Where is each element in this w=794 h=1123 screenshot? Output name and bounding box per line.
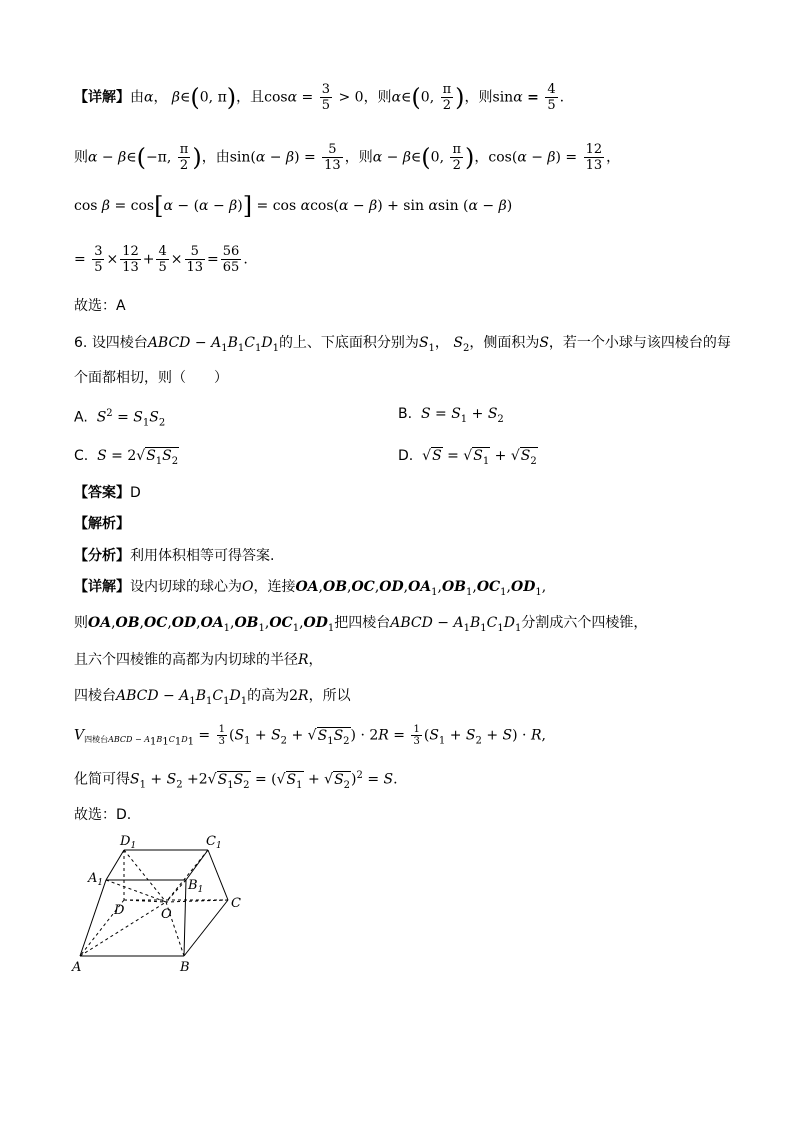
- detail6-line-2: 则$OA,OB,OC,OD,OA_1,OB_1,OC_1,OD_1$把四棱台ABCD − $A_1B_1C_1D_1$分割成六个四棱锥，: [74, 615, 648, 634]
- option-b[interactable]: B. $S = S_1 + S_2$: [398, 406, 504, 425]
- detail-tag: 【详解】: [74, 89, 130, 106]
- detail6-line-4: 四棱台ABCD − $A_1B_1C_1D_1$的高为2R，所以: [74, 688, 351, 707]
- detail-line-1: 【详解】由α， β∈(0, π)，且cosα = $\frac{3}{5}$ > 0，则α∈(0, $\frac{\pi}{2}$ )，则sinα = $\frac{4}{5}$ .: [74, 82, 565, 113]
- detail-line-2: 则α − β∈(−π, $\frac{\pi}{2}$ )，由sin(α − β) = $\frac{5}{13}$ ，则α − β∈(0, $\frac{\pi}{2}$ )，cos(α − β) = $\frac{12}{13}$ ，: [74, 142, 621, 173]
- choose-d: 故选：D.: [74, 807, 132, 823]
- label-d: D: [114, 903, 125, 918]
- option-c[interactable]: C. $S = 2√S_1S_2$: [74, 448, 179, 467]
- answer-line: [74, 483, 141, 503]
- label-b: B: [180, 960, 190, 975]
- question-6-line-1: 6. 设四棱台ABCD − $A_1B_1C_1D_1$的上、下底面积分别为$S_1$， $S_2$，侧面积为S，若一个小球与该四棱台的每: [74, 335, 731, 354]
- label-d1: $D_1$: [120, 834, 137, 851]
- label-o: O: [161, 907, 172, 922]
- answer-tag: 【答案】: [74, 485, 130, 501]
- detail-line-3: cos β = cos[α − (α − β)] = cos αcos(α − β) + sin αsin (α − β): [74, 192, 513, 220]
- label-a1: $A_1$: [88, 871, 104, 888]
- option-a[interactable]: A. $S^2 = S_1S_2$: [74, 408, 166, 429]
- detail6-line-5: V四棱台ABCD − $A_1B_1C_1D_1$ = $\frac{1}{3}$ $(S_1 + S_2 + √S_1S_2) \cdot 2R$ = $\frac{1}{3}$ $(S_1 + S_2 + S) \cdot R$,: [74, 724, 546, 748]
- detail6-line-6: 化简可得$S_1 + S_2 +2√S_1S_2 = (√S_1 + √S_2)^2 = S$.: [74, 770, 398, 791]
- option-d[interactable]: D. $√S = √S_1 + √S_2$: [398, 448, 537, 467]
- answer-value: D: [130, 485, 141, 501]
- fenxi-line: 【分析】利用体积相等可得答案.: [74, 548, 275, 564]
- choose-a: 故选：A: [74, 298, 126, 314]
- label-c: C: [231, 896, 241, 911]
- frustum-figure: [66, 828, 256, 978]
- label-b1: $B_1$: [188, 878, 204, 895]
- detail-line-4: = $\frac{3}{5}$ × $\frac{12}{13}$ + $\frac{4}{5}$ × $\frac{5}{13}$ = $\frac{56}{65}$ .: [74, 244, 248, 275]
- detail6-line-1: 【详解】设内切球的球心为O，连接$OA,OB,OC,OD,OA_1,OB_1,OC_1,OD_1$,: [74, 579, 547, 598]
- label-c1: $C_1$: [206, 834, 222, 851]
- analysis-tag: 【解析】: [74, 516, 130, 532]
- detail6-line-3: 且六个四棱锥的高都为内切球的半径R，: [74, 652, 323, 668]
- question-6-line-2: 个面都相切，则（ ）: [74, 370, 228, 386]
- label-a: A: [72, 960, 82, 975]
